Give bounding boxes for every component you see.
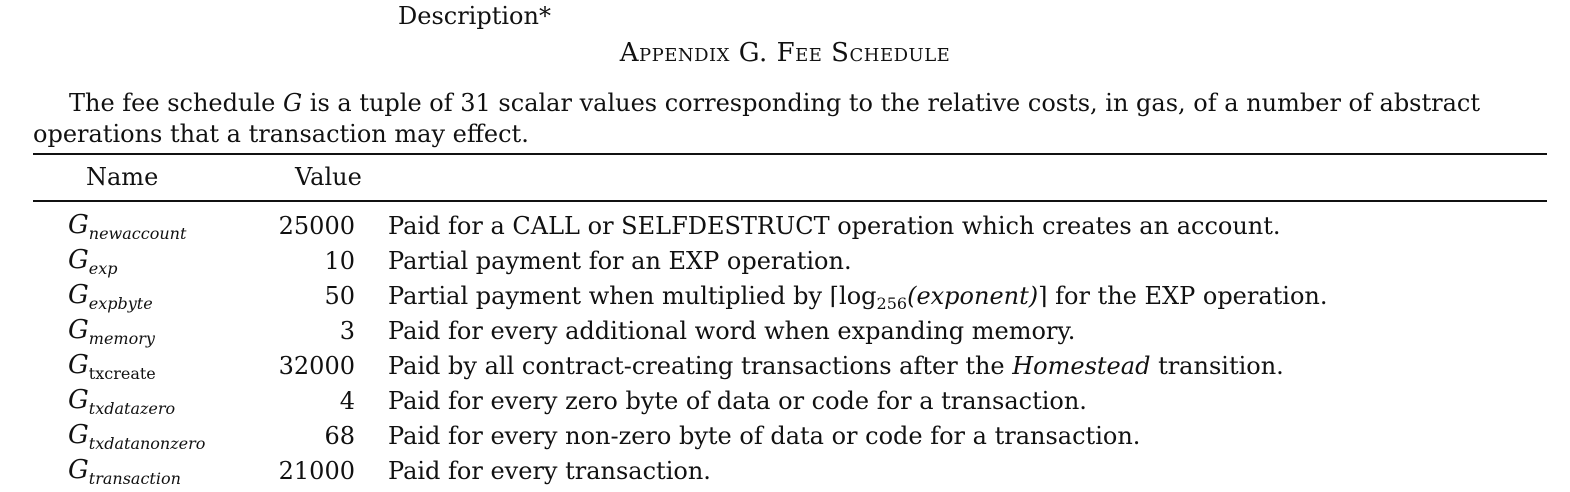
intro-paragraph [33, 88, 1533, 150]
table-header-rule [33, 200, 1547, 202]
fee-subscript: txdatanonzero [88, 434, 206, 453]
table-row [0, 455, 1570, 490]
fee-description: Partial payment for an EXP operation. [388, 247, 852, 275]
fee-description: Paid by all contract-creating transactions after the Homestead transition. [388, 352, 1284, 380]
table-row [0, 315, 1570, 350]
fee-value: 21000 [278, 457, 355, 485]
fee-description: Paid for every transaction. [388, 457, 711, 485]
homestead-term: Homestead [1012, 352, 1151, 380]
exponent-term: (exponent) [907, 282, 1039, 310]
fee-description: Paid for every non-zero byte of data or code for a transaction. [388, 422, 1141, 450]
fee-symbol: $G_{expbyte}$ [68, 280, 153, 313]
fee-value: 25000 [278, 212, 355, 240]
fee-value: 50 [324, 282, 355, 310]
fee-description: Partial payment when multiplied by $⌈\log_{256}(exponent)⌉$ for the EXP operation. [388, 282, 1328, 313]
fee-symbol: $G_{exp}$ [68, 245, 118, 278]
fee-value: 68 [324, 422, 355, 450]
intro-symbol: G [282, 89, 303, 117]
fee-description: Paid for a CALL or SELFDESTRUCT operation which creates an account. [388, 212, 1281, 240]
fee-subscript: transaction [88, 469, 181, 488]
fee-symbol: $G_{memory}$ [68, 315, 155, 348]
header-description: Description* [398, 2, 551, 30]
fee-symbol: $G_{txcreate}$ [68, 350, 156, 383]
fee-subscript: txdatazero [88, 399, 176, 418]
table-row [0, 245, 1570, 280]
intro-text-before: The fee schedule [69, 89, 283, 117]
fee-subscript: memory [88, 329, 155, 348]
table-top-rule [33, 153, 1547, 155]
fee-description: Paid for every additional word when expanding memory. [388, 317, 1076, 345]
table-row [0, 280, 1570, 315]
appendix-title: Appendix G. Fee Schedule [619, 38, 951, 68]
fee-description: Paid for every zero byte of data or code for a transaction. [388, 387, 1087, 415]
header-value: Value [295, 163, 362, 191]
header-name: Name [86, 163, 159, 191]
fee-subscript: exp [88, 259, 118, 278]
fee-symbol: $G_{txdatanonzero}$ [68, 420, 206, 453]
log-base: 256 [876, 294, 908, 313]
table-row [0, 420, 1570, 455]
table-row [0, 210, 1570, 245]
table-row [0, 350, 1570, 385]
fee-symbol: $G_{transaction}$ [68, 455, 181, 488]
fee-symbol: $G_{txdatazero}$ [68, 385, 176, 418]
fee-value: 4 [339, 387, 355, 415]
fee-value: 32000 [278, 352, 355, 380]
fee-value: 3 [339, 317, 355, 345]
fee-symbol: $G_{newaccount}$ [68, 210, 187, 243]
table-row [0, 385, 1570, 420]
fee-value: 10 [324, 247, 355, 275]
intro-text-after: is a tuple of 31 scalar values corresponding to the relative costs, in gas, of a number of abstract operations that a transaction may effect. [33, 89, 1481, 148]
fee-subscript: newaccount [88, 224, 187, 243]
fee-subscript: txcreate [88, 364, 156, 383]
fee-subscript: expbyte [88, 294, 153, 313]
